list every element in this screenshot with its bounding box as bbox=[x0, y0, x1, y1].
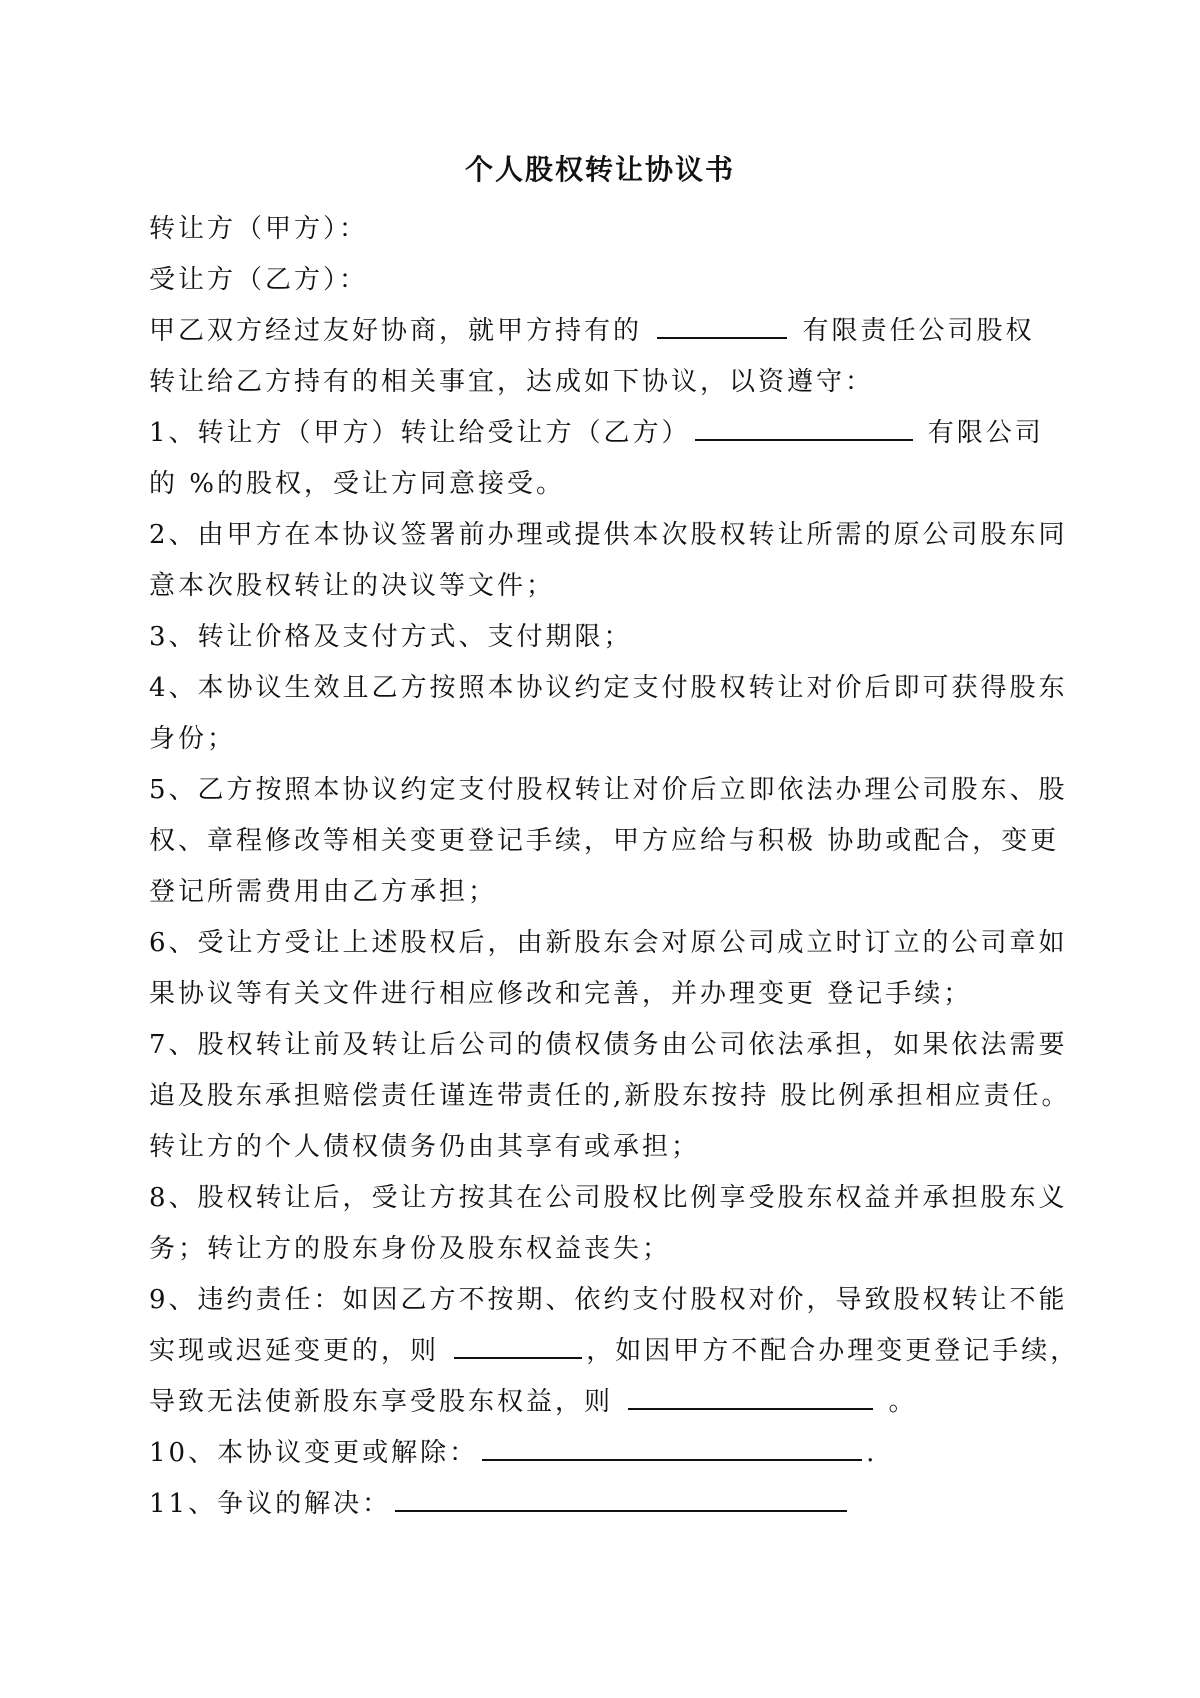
blank-dispute-resolution[interactable] bbox=[395, 1480, 847, 1512]
text: 11、争议的解决： bbox=[149, 1489, 392, 1519]
line-clause-6b bbox=[149, 969, 1049, 1020]
line-clause-9c bbox=[149, 1377, 1049, 1428]
line-clause-8a bbox=[149, 1173, 1068, 1224]
text: ，如因甲方不配合办理变更登记手续， bbox=[586, 1336, 1080, 1366]
text: 9、违约责任：如因乙方不按期、依约支付股权对价，导致股权转让不能 bbox=[149, 1285, 1068, 1315]
line-transferor bbox=[149, 204, 1049, 255]
document-body bbox=[149, 204, 1080, 1530]
text: 身份； bbox=[149, 724, 237, 754]
text: 实现或迟延变更的，则 bbox=[149, 1336, 451, 1366]
text: 。 bbox=[877, 1387, 918, 1417]
line-clause-5a bbox=[149, 765, 1068, 816]
text: 意本次股权转让的决议等文件； bbox=[149, 571, 556, 601]
text: 登记所需费用由乙方承担； bbox=[149, 877, 498, 907]
line-preamble-2 bbox=[149, 357, 1049, 408]
line-clause-5c bbox=[149, 867, 1049, 918]
text: 导致无法使新股东享受股东权益，则 bbox=[149, 1387, 625, 1417]
text: 5、乙方按照本协议约定支付股权转让对价后立即依法办理公司股东、股 bbox=[149, 775, 1068, 805]
text: 权、章程修改等相关变更登记手续，甲方应给与积极 协助或配合，变更 bbox=[149, 826, 1060, 856]
text: 有限责任公司股权 bbox=[791, 316, 1035, 346]
document-title: 个人股权转让协议书 bbox=[464, 153, 735, 186]
text: 转让给乙方持有的相关事宜，达成如下协议，以资遵守： bbox=[149, 367, 875, 397]
text: 的 %的股权，受让方同意接受。 bbox=[149, 469, 565, 499]
text: 2、由甲方在本协议签署前办理或提供本次股权转让所需的原公司股东同 bbox=[149, 520, 1068, 550]
line-clause-4a bbox=[149, 663, 1068, 714]
line-clause-6a bbox=[149, 918, 1068, 969]
text: . bbox=[866, 1438, 878, 1468]
text: 10、本协议变更或解除： bbox=[149, 1438, 479, 1468]
line-clause-2a bbox=[149, 510, 1068, 561]
line-clause-3 bbox=[149, 612, 1049, 663]
line-clause-11 bbox=[149, 1479, 1049, 1530]
line-clause-1a bbox=[149, 408, 1049, 459]
text: 追及股东承担赔偿责任谨连带责任的,新股东按持 股比例承担相应责任。 bbox=[149, 1081, 1071, 1111]
text: 8、股权转让后，受让方按其在公司股权比例享受股东权益并承担股东义 bbox=[149, 1183, 1068, 1213]
line-clause-7b bbox=[149, 1071, 1071, 1122]
line-clause-9b bbox=[149, 1326, 1080, 1377]
line-clause-4b bbox=[149, 714, 1049, 765]
line-clause-2b bbox=[149, 561, 1049, 612]
text: 3、转让价格及支付方式、支付期限； bbox=[149, 622, 633, 652]
blank-company-name[interactable] bbox=[657, 307, 787, 339]
blank-company-name-2[interactable] bbox=[695, 409, 913, 441]
blank-default-penalty-transferee[interactable] bbox=[454, 1327, 582, 1359]
text: 务；转让方的股东身份及股东权益丧失； bbox=[149, 1234, 672, 1264]
line-clause-7c bbox=[149, 1122, 1049, 1173]
line-clause-8b bbox=[149, 1224, 1049, 1275]
text: 甲乙双方经过友好协商，就甲方持有的 bbox=[149, 316, 654, 346]
text: 有限公司 bbox=[916, 418, 1044, 448]
line-clause-7a bbox=[149, 1020, 1068, 1071]
blank-default-penalty-transferor[interactable] bbox=[628, 1378, 873, 1410]
text: 果协议等有关文件进行相应修改和完善，并办理变更 登记手续； bbox=[149, 979, 973, 1009]
text: 6、受让方受让上述股权后，由新股东会对原公司成立时订立的公司章如 bbox=[149, 928, 1068, 958]
line-clause-5b bbox=[149, 816, 1060, 867]
blank-amendment-terms[interactable] bbox=[482, 1429, 862, 1461]
line-preamble-1 bbox=[149, 306, 1049, 357]
text: 4、本协议生效且乙方按照本协议约定支付股权转让对价后即可获得股东 bbox=[149, 673, 1068, 703]
line-clause-1b bbox=[149, 459, 1049, 510]
text: 转让方的个人债权债务仍由其享有或承担； bbox=[149, 1132, 701, 1162]
text: 7、股权转让前及转让后公司的债权债务由公司依法承担，如果依法需要 bbox=[149, 1030, 1068, 1060]
text: 转让方（甲方）： bbox=[149, 214, 369, 244]
line-clause-9a bbox=[149, 1275, 1068, 1326]
text: 受让方（乙方）： bbox=[149, 265, 369, 295]
line-transferee bbox=[149, 255, 1049, 306]
text: 1、转让方（甲方）转让给受让方（乙方） bbox=[149, 418, 691, 448]
line-clause-10 bbox=[149, 1428, 1049, 1479]
